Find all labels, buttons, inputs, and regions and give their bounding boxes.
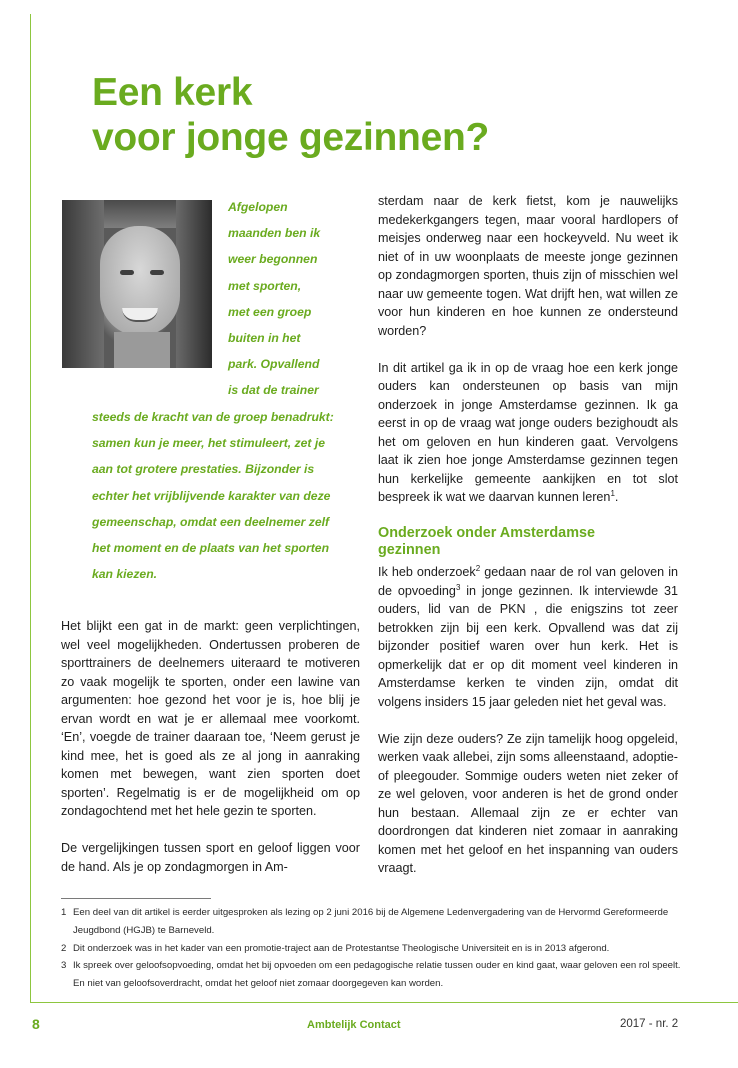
intro-line: echter het vrijblijvende karakter van deze (92, 488, 331, 503)
footnote-text: Ik spreek over geloofsopvoeding, omdat het bij opvoeden om een pedagogische relatie tussen ouder en kind gaat, waar geloven een rol speelt. En niet van geloofsoverdracht, omdat het geloof niet zomaar doorgegeven kan worden. (73, 960, 681, 990)
footnote-number: 3 (61, 960, 67, 972)
paragraph-text: Ik heb onderzoek (378, 565, 476, 579)
body-paragraph (378, 563, 678, 711)
title-line-2: voor jonge gezinnen? (92, 116, 490, 159)
right-column (378, 192, 678, 896)
footer-rule (30, 1002, 738, 1003)
footnote (61, 940, 681, 958)
paragraph-text: in jonge gezinnen. Ik interviewde 31 ouders, lid van de PKN , die enigszins tot zeer betrokken zijn bij een kerk. Opvallend was dat zij bijzonder positief waren over hun kerk. Het is opmerkelijk dat er op dit moment veel kinderen in Amsterdamse kerken te vinden zijn, omdat dit volgens insiders 15 jaar geleden niet het geval was. (378, 583, 679, 709)
footnote-text: Een deel van dit artikel is eerder uitgesproken als lezing op 2 juni 2016 bij de Algemene Ledenvergadering van de Hervormd Gereformeerde Jeugdbond (HGJB) te Barneveld. (73, 907, 669, 936)
intro-line: samen kun je meer, het stimuleert, zet je (92, 436, 326, 451)
section-heading (378, 525, 678, 559)
footnote-ref: 3 (455, 582, 461, 592)
body-paragraph (378, 359, 678, 507)
footnote-number: 2 (61, 942, 67, 954)
body-paragraph: Wie zijn deze ouders? Ze zijn tamelijk hoog opgeleid, werken vaak allebei, zijn soms alleenstaand, adoptie- of pleegouder. Sommige ouders weten niet zeker of ze wel geloven, voor anderen is het de grond onder hun bestaan. Allemaal zijn ze er echter van doordrongen dat kinderen niet zomaar in aanraking komen met het geloof en het inspanning van ouders vraagt. (378, 731, 678, 875)
footnote (61, 957, 681, 993)
intro-line: met sporten, (228, 278, 302, 293)
left-column (61, 617, 360, 895)
left-margin-rule (30, 14, 31, 1002)
body-paragraph: De vergelijkingen tussen sport en geloof liggen voor de hand. Als je op zondagmorgen in Am- (61, 841, 360, 874)
paragraph-end: . (614, 490, 619, 504)
intro-line: gemeenschap, omdat een deelnemer zelf (92, 514, 330, 529)
intro-line: Afgelopen (228, 200, 288, 214)
intro-line: steeds de kracht van de groep benadrukt: (92, 410, 334, 424)
paragraph-text: gedaan naar de rol van geloven in de opvoeding (378, 565, 679, 598)
footnote-divider (61, 898, 211, 899)
intro-line: buiten in het (228, 331, 301, 346)
issue-label: 2017 - nr. 2 (620, 1018, 679, 1030)
footnote-text: Dit onderzoek was in het kader van een promotie-traject aan de Protestantse Theologische Universiteit en is in 2013 afgerond. (73, 942, 610, 954)
magazine-name: Ambtelijk Contact (307, 1019, 401, 1031)
footnote (61, 904, 681, 940)
footnotes (61, 904, 681, 993)
intro-line: kan kiezen. (92, 567, 158, 582)
intro-line: aan tot grotere prestaties. Bijzonder is (92, 462, 315, 477)
footnote-number: 1 (61, 907, 67, 918)
intro-line: het moment en de plaats van het sporten (92, 541, 330, 556)
intro-line: met een groep (228, 304, 312, 319)
intro-text-beside-photo (228, 194, 320, 404)
intro-text-below-photo (92, 404, 334, 587)
footnote-ref: 2 (475, 563, 481, 573)
body-paragraph: sterdam naar de kerk fietst, kom je nauwelijks medekerkgangers tegen, maar vooral hardlopers of meisjes onderweg naar een hockeyveld. Nu weet ik niet of in uw woonplaats de meeste jonge gezinnen op zondagmorgen sporten, thuis zijn of misschien wel naar uw gemeente togen. Wat drijft hen, wat willen ze voor hun kinderen en hoe kunnen ze ondersteund worden? (378, 194, 678, 338)
intro-line: is dat de trainer (228, 383, 319, 398)
article-title (92, 70, 489, 160)
intro-line: maanden ben ik (228, 226, 321, 241)
intro-line: park. Opvallend (228, 357, 320, 372)
title-line-1: Een kerk (92, 71, 253, 114)
page-number: 8 (32, 1016, 40, 1032)
section-heading-line: gezinnen (378, 542, 441, 558)
body-paragraph: Het blijkt een gat in de markt: geen verplichtingen, wel veel mogelijkheden. Ondertussen proberen de sporttrainers de deelnemers uiteraard te motiveren zo vaak mogelijk te sporten, onder een lawine van argumenten: hoe gezond het voor je is, hoe blij je ervan wordt en wat je er allemaal mee voorkomt. ‘En’, voegde de trainer daaraan toe, ‘Neem gerust je kind mee, het is goed als ze al jong in aanraking komen met bewegen, want zien sporten doet sporten’. Regelmatig is er de mogelijkheid om op zondagochtend met het hele gezin te sporten. (61, 619, 360, 818)
intro-line: weer begonnen (228, 252, 318, 267)
section-heading-line: Onderzoek onder Amsterdamse (378, 525, 595, 541)
portrait-photo (62, 200, 212, 368)
footnote-ref: 1 (610, 488, 615, 498)
paragraph-text: In dit artikel ga ik in op de vraag hoe een kerk jonge ouders kan ondersteunen op basis van mijn onderzoek in jonge Amsterdamse gezinnen. Ik ga eerst in op de vraag wat jonge ouders bezighoudt als het om geloven en hun kinderen gaat. Vervolgens laat ik zien hoe jonge Amsterdamse gezinnen tegen hun kerkelijke gemeente aankijken en tot slot bespreek ik wat we daarvan kunnen leren (378, 360, 678, 504)
